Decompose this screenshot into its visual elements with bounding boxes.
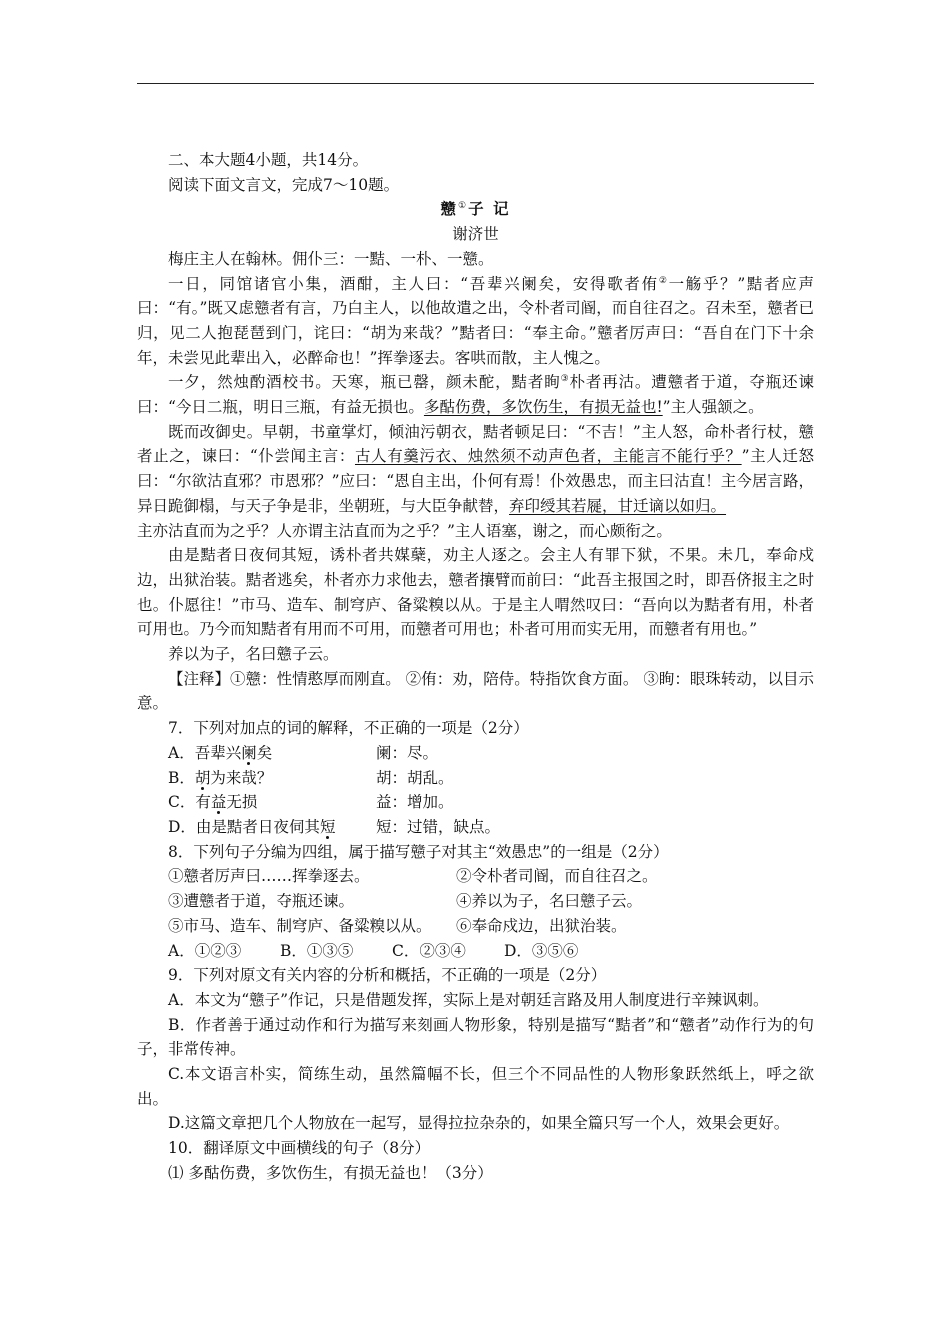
paragraph-6: 养以为子，名曰戆子云。 [168,645,339,664]
question-8-stem: 8．下列句子分编为四组，属于描写戆子对其主“效愚忠”的一组是（2分） [168,842,669,861]
question-9-stem: 9．下列对原文有关内容的分析和概括，不正确的一项是（2分） [168,966,607,985]
q10-sub-1: ⑴ 多酤伤费，多饮伤生，有损无益也！（3分） [168,1163,493,1182]
paragraph-1: 梅庄主人在翰林。佣仆三：一黠、一朴、一戆。 [168,249,494,268]
passage-author: 谢济世 [452,225,499,244]
instruction: 阅读下面文言文，完成7～10题。 [168,175,400,194]
q8-row-1: ①戆者厉声曰……挥拳逐去。 ②令朴者司阍，而自往召之。 [168,867,658,886]
q7-option-c: C．有益无损 益：增加。 [168,793,454,812]
document-body [137,148,814,1186]
q9-option-c: C.本文语言朴实，简练生动，虽然篇幅不长，但三个不同品性的人物形象跃然纸上，呼之欲出。 [137,1065,814,1108]
underlined-sentence-2: 古人有羹污衣、烛然须不动声色者，主能言不能行乎？ [354,447,742,466]
q8-row-2: ③遭戆者于道，夺瓶还谏。 ④养以为子，名曰戆子云。 [168,892,643,911]
question-7-stem: 7．下列对加点的词的解释，不正确的一项是（2分） [168,719,529,738]
q7-option-b: B．胡为来哉？ 胡：胡乱。 [168,768,454,787]
underlined-sentence-1: 多酤伤费，多饮伤生，有损无益也! [423,398,663,417]
question-10-stem: 10．翻译原文中画横线的句子（8分） [168,1139,431,1158]
annotation-note: 【注释】①戆：性情憨厚而刚直。 ②侑：劝，陪侍。特指饮食方面。 ③眴：眼珠转动，以目示意。 [137,669,814,713]
section-header: 二、本大题4小题，共14分。 [168,151,369,169]
paragraph-3: 一夕，然烛酌酒校书。天寒，瓶已罄，颜未酡，黠者眴③朴者再沽。遭戆者于道，夺瓶还谏曰：“今日二瓶，明日三瓶，有益无损也。多酤伤费，多饮伤生，有损无益也!”主人强颔之。 [137,373,814,417]
paragraph-2: 一日，同馆诸官小集，酒酣，主人曰：“吾辈兴阑矣，安得歌者侑②一觞乎？”黠者应声曰：“有。”既又虑戆者有言，乃白主人，以他故遣之出，令朴者司阍，而自往召之。召未至，戆者已归，见二人抱琵琶到门，诧曰：“胡为来哉？”黠者曰：“奉主命。”戆者厉声曰：“吾自在门下十余年，未尝见此辈出入，必醉命也！”挥拳逐去。客哄而散，主人愧之。 [137,274,814,367]
paragraph-5: 由是黠者日夜伺其短，诱朴者共媒蘖，劝主人逐之。会主人有罪下狱，不果。未几，奉命戍边，出狱治装。黠者逃矣，朴者亦力求他去，戆者攘臂而前曰：“此吾主报国之时，即吾侪报主之时也。仆愿往！”市马、造车、制穹庐、备粱糗以从。于是主人喟然叹曰：“吾向以为黠者有用，朴者可用也。乃今而知黠者有用而不可用，而戆者可用也；朴者可用而实无用，而戆者有用也。” [137,546,814,639]
header-rule [137,83,814,84]
underlined-sentence-3: 弃印绶其若屣，甘迁谪以如归。 [509,496,727,515]
q9-option-a: A．本文为“戆子”作记，只是借题发挥，实际上是对朝廷言路及用人制度进行辛辣讽刺。 [168,990,769,1009]
q9-option-d: D.这篇文章把几个人物放在一起写，显得拉拉杂杂的，如果全篇只写一个人，效果会更好。 [168,1114,790,1133]
q7-option-d: D．由是黠者日夜伺其短 短：过错，缺点。 [168,817,501,836]
paragraph-4: 既而改御史。早朝，书童掌灯，倾油污朝衣，黠者顿足曰：“不吉！”主人怒，命朴者行杖，戆者止之，谏曰：“仆尝闻主言：古人有羹污衣、烛然须不动声色者，主能言不能行乎？”主人迁怒曰：“尔欲沽直邪？市恩邪？”应曰：“恩自主出，仆何有焉！仆效愚忠，而主曰沽直！主今居言路，异日跪御榻，与天子争是非，坐朝班，与大臣争献替，弃印绶其若屣，甘迁谪以如归。 主亦沽直而为之乎？人亦谓主沽直而为之乎？”主人语塞，谢之，而心颇衔之。 [137,422,814,540]
q8-row-3: ⑤市马、造车、制穹庐、备粱糗以从。 ⑥奉命戍边，出狱治装。 [168,916,627,935]
q8-choices: A．①②③ B．①③⑤ C．②③④ D．③⑤⑥ [168,941,579,960]
passage-title: 戆①子 记 [440,199,511,219]
q9-option-b: B．作者善于通过动作和行为描写来刻画人物形象，特别是描写“黠者”和“戆者”动作行为的句子，非常传神。 [137,1015,814,1059]
q7-option-a: A．吾辈兴阑矣 阑：尽。 [168,743,439,762]
